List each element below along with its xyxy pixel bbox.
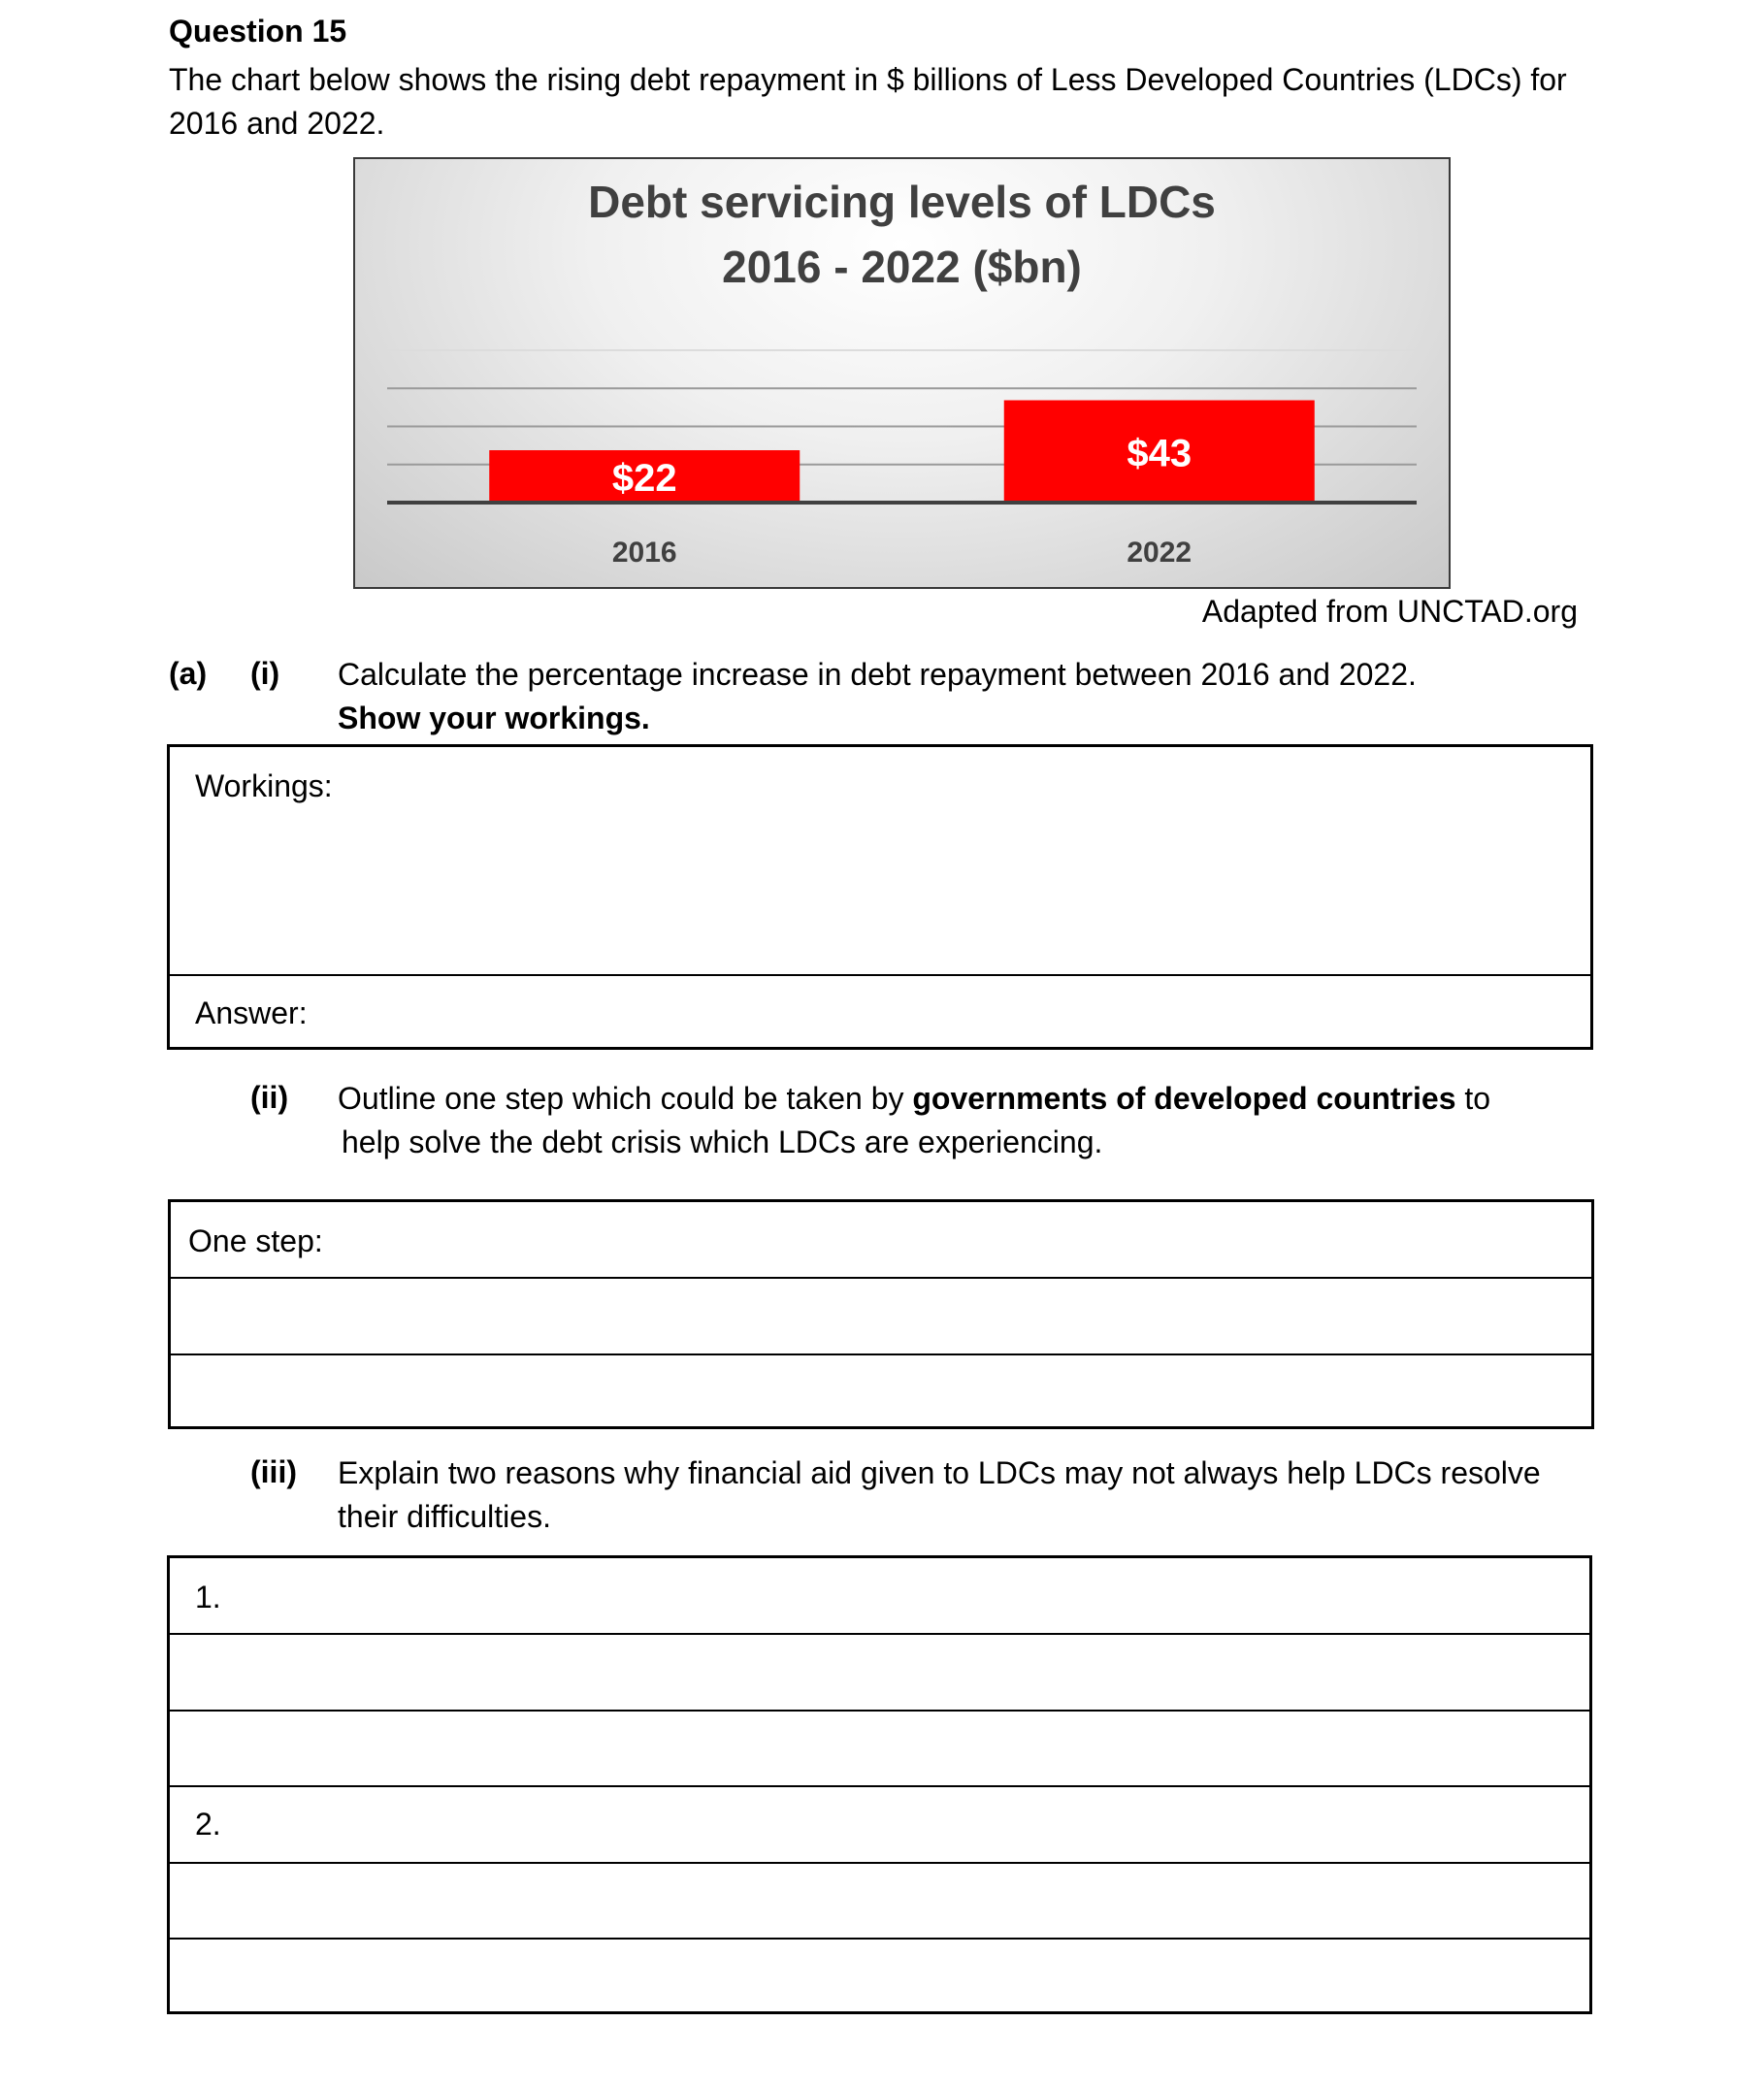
debt-chart-svg: [355, 159, 1449, 587]
reasons-line-2: [170, 1710, 1589, 1712]
part-a-iii-text: Explain two reasons why financial aid given to LDCs may not always help LDCs resolve their difficulties.: [338, 1455, 1541, 1534]
chart-source: Adapted from UNCTAD.org: [1201, 594, 1578, 629]
reasons-line-5: [170, 1938, 1589, 1940]
part-a-ii-line2: help solve the debt crisis which LDCs are experiencing.: [342, 1125, 1103, 1159]
one-step-box[interactable]: [168, 1199, 1594, 1429]
one-step-line-2: [171, 1353, 1591, 1355]
part-a-label: (a): [169, 656, 208, 691]
chart-title-line2: 2016 - 2022 ($bn): [722, 242, 1082, 292]
reason-1-label: 1.: [195, 1580, 221, 1614]
reasons-line-3: [170, 1785, 1589, 1787]
part-a-i-question: [338, 653, 1599, 740]
debt-chart: [353, 157, 1451, 589]
question-title: Question 15: [169, 14, 347, 49]
part-a-ii-question: [338, 1077, 1599, 1164]
question-intro: The chart below shows the rising debt repayment in $ billions of Less Developed Countries (LDCs) for 2016 and 2022.: [169, 62, 1567, 141]
chart-title-line1: Debt servicing levels of LDCs: [588, 177, 1216, 227]
reasons-line-4: [170, 1862, 1589, 1864]
reasons-box[interactable]: [167, 1555, 1592, 2014]
part-a-iii-label: (iii): [250, 1454, 297, 1489]
answer-divider: [170, 974, 1590, 976]
chart-category-label-2016: 2016: [611, 537, 677, 569]
part-a-ii-label: (ii): [250, 1080, 289, 1115]
part-a-i-text: Calculate the percentage increase in debt repayment between 2016 and 2022.: [338, 657, 1417, 692]
part-a-i-label: (i): [250, 656, 280, 691]
reason-2-label: 2.: [195, 1807, 221, 1842]
part-a-ii-text-bold: governments of developed countries: [912, 1081, 1456, 1116]
chart-data-label-2022: $43: [1127, 432, 1192, 475]
part-a-ii-text-before: Outline one step which could be taken by: [338, 1081, 913, 1116]
answer-label: Answer:: [195, 995, 308, 1030]
part-a-ii-text-after: to: [1455, 1081, 1491, 1116]
workings-answer-box[interactable]: [167, 744, 1593, 1050]
part-a-ii-line1: [338, 1077, 1599, 1121]
chart-category-label-2022: 2022: [1127, 537, 1192, 569]
part-a-i-instruction: Show your workings.: [338, 701, 650, 735]
workings-label: Workings:: [195, 768, 333, 803]
reasons-line-1: [170, 1633, 1589, 1635]
chart-data-label-2016: $22: [611, 457, 677, 501]
one-step-line-1: [171, 1277, 1591, 1279]
one-step-label: One step:: [188, 1223, 323, 1258]
